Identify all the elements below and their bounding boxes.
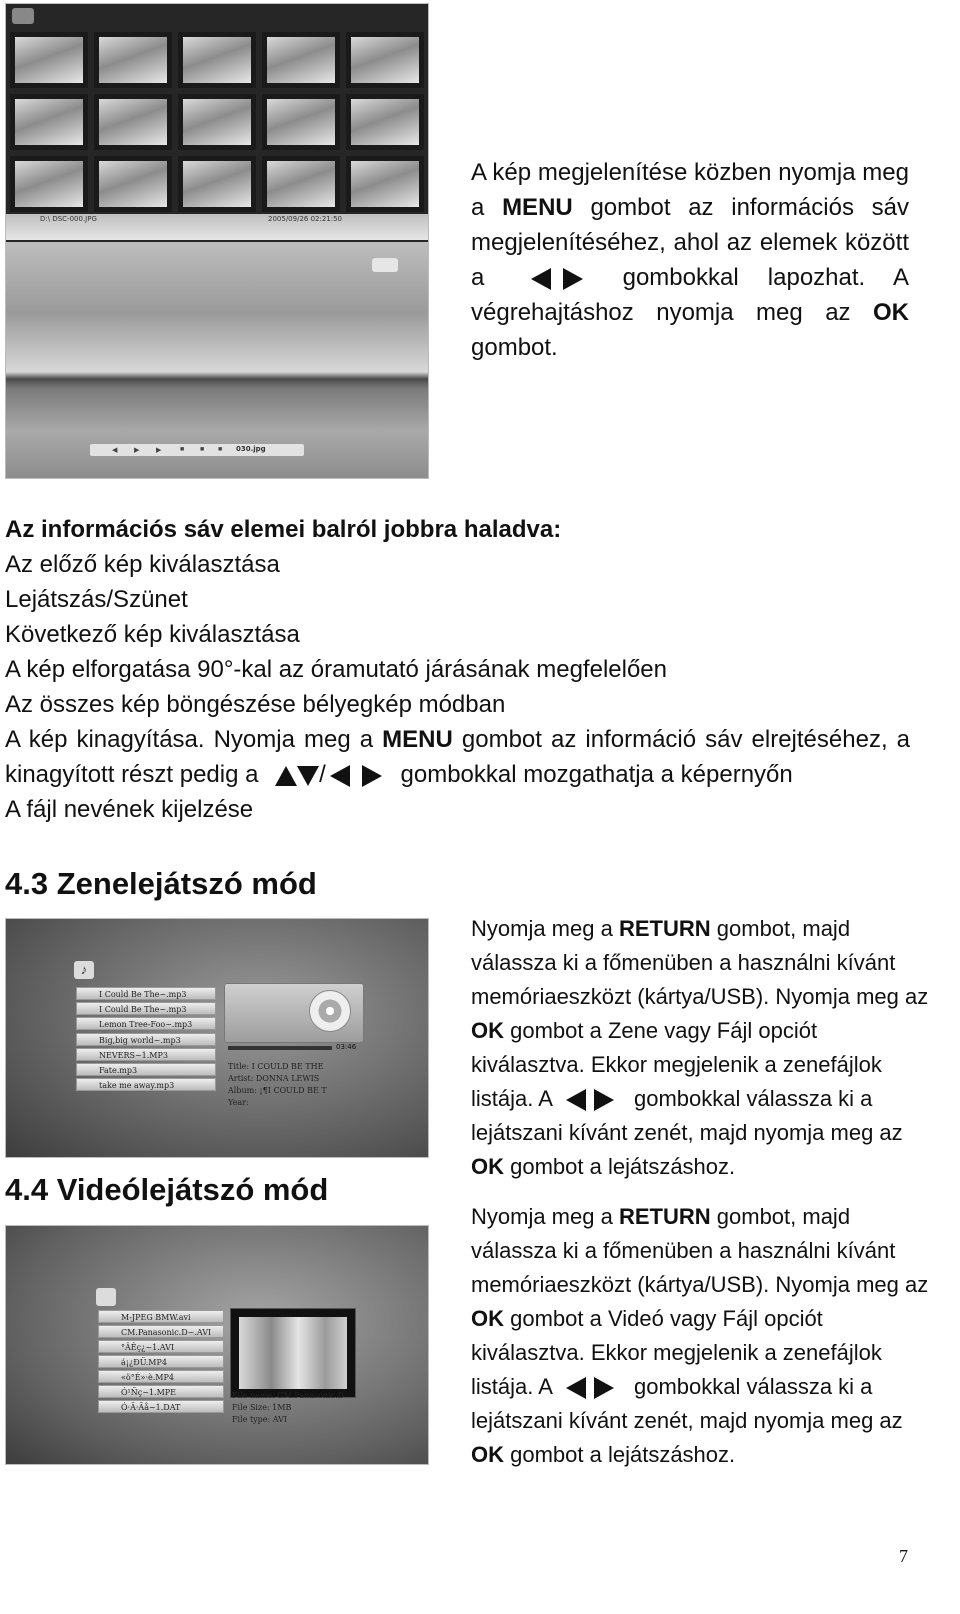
preview-image xyxy=(239,1317,347,1389)
list-item: Az összes kép böngészése bélyegkép módban xyxy=(5,691,506,718)
thumbnail xyxy=(178,94,256,150)
thumbnail-grid xyxy=(6,4,428,242)
music-player-screenshot xyxy=(5,918,429,1158)
file-row[interactable]: M-JPEG BMW.avi xyxy=(98,1310,224,1323)
menu-keyword: MENU xyxy=(502,194,573,221)
video-player-screenshot xyxy=(5,1225,429,1465)
ok-keyword: OK xyxy=(471,1442,504,1467)
thumbnail xyxy=(262,94,340,150)
file-row[interactable]: á¡¿ÐÜ.MP4 xyxy=(98,1355,224,1368)
video-text: Nyomja meg a xyxy=(471,1204,613,1229)
music-text: gombot, majd válassza ki a főmenüben a használni kívánt memóriaeszközt (kártya/USB). Nyomja meg az xyxy=(471,916,929,1009)
ok-keyword: OK xyxy=(873,299,909,326)
ok-keyword: OK xyxy=(471,1154,504,1179)
zoom-description xyxy=(5,722,910,792)
file-row[interactable]: Big,big world~.mp3 xyxy=(76,1033,216,1046)
file-row[interactable]: Lemon Tree-Foo~.mp3 xyxy=(76,1017,216,1030)
left-arrow-icon xyxy=(531,268,551,290)
filename-label: 030.jpg xyxy=(236,445,266,453)
video-heading: 4.4 Videólejátszó mód xyxy=(5,1172,329,1207)
file-row[interactable]: take me away.mp3 xyxy=(76,1078,216,1091)
zoom-text: A kép kinagyítása. Nyomja meg a xyxy=(5,726,374,753)
thumbnail-date-label: 2005/09/26 02:21:50 xyxy=(268,215,343,223)
prev-icon[interactable]: ◀ xyxy=(112,447,118,454)
thumbnail-path-label: D:\ DSC-000.JPG xyxy=(40,215,97,223)
rotate-icon[interactable]: ■ xyxy=(180,446,185,453)
section-heading: Az információs sáv elemei balról jobbra haladva: xyxy=(5,516,562,543)
file-row[interactable]: NEVERS~1.MP3 xyxy=(76,1048,216,1061)
intro-text: gombot. xyxy=(471,334,558,361)
video-icon xyxy=(96,1288,116,1306)
ok-keyword: OK xyxy=(471,1018,504,1043)
next-icon[interactable]: ▶ xyxy=(156,447,162,454)
file-row[interactable]: °ÂÊç¿~1.AVI xyxy=(98,1340,224,1353)
zoom-text: gombot az információ sáv elrejtéséhez, a kinagyított részt pedig a xyxy=(5,726,911,788)
thumbnail xyxy=(346,32,424,88)
music-artwork-panel xyxy=(224,983,364,1043)
intro-text: A kép megjelenítése közben nyomja meg a xyxy=(471,159,909,221)
thumbnail xyxy=(262,156,340,212)
video-text: gombot, majd válassza ki a főmenüben a használni kívánt memóriaeszközt (kártya/USB). Nyomja meg az xyxy=(471,1204,929,1297)
up-arrow-icon xyxy=(275,766,297,786)
thumbnail xyxy=(94,94,172,150)
play-pause-icon[interactable]: ▶ xyxy=(134,447,140,454)
video-text: gombokkal válassza ki a lejátszani kívánt zenét, majd nyomja meg az xyxy=(471,1374,903,1433)
zoom-icon[interactable]: ■ xyxy=(218,446,223,453)
video-text: gombot a lejátszáshoz. xyxy=(510,1442,736,1467)
video-file-info: File name: CM.Panasonic.D File Size: 1MB File type: AVI xyxy=(232,1391,345,1424)
slash-separator: / xyxy=(319,761,326,788)
music-time: 03:46 xyxy=(336,1043,357,1051)
menu-keyword: MENU xyxy=(382,726,453,753)
return-keyword: RETURN xyxy=(618,1204,711,1229)
file-row[interactable]: I Could Be The~.mp3 xyxy=(76,987,216,1000)
progress-bar[interactable] xyxy=(228,1046,332,1050)
list-item: Lejátszás/Szünet xyxy=(5,586,188,613)
thumbnail xyxy=(94,156,172,212)
page-number: 7 xyxy=(899,1546,908,1566)
video-text: gombot a Videó vagy Fájl opciót kiválasztva. Ekkor megjelenik a zenefájlok listája. A xyxy=(471,1306,882,1399)
thumbnails-icon[interactable]: ■ xyxy=(200,446,205,453)
music-text: Nyomja meg a xyxy=(471,916,613,941)
thumbnail xyxy=(178,32,256,88)
thumbnail xyxy=(178,156,256,212)
right-arrow-icon xyxy=(563,268,583,290)
intro-paragraph xyxy=(471,155,909,365)
thumbnail xyxy=(94,32,172,88)
music-heading: 4.3 Zenelejátszó mód xyxy=(5,866,317,901)
zoom-text: gombokkal mozgathatja a képernyőn xyxy=(400,761,793,788)
list-item: Az előző kép kiválasztása xyxy=(5,551,280,578)
file-row[interactable]: I Could Be The~.mp3 xyxy=(76,1002,216,1015)
info-bar-section xyxy=(5,512,910,827)
left-arrow-icon xyxy=(566,1377,586,1399)
video-preview xyxy=(230,1308,356,1398)
music-text: gombot a Zene vagy Fájl opciót kiválasztva. Ekkor megjelenik a zenefájlok listája. A xyxy=(471,1018,882,1111)
right-arrow-icon xyxy=(594,1089,614,1111)
thumbnail xyxy=(346,156,424,212)
left-arrow-icon xyxy=(330,765,350,787)
playback-info-bar xyxy=(90,444,304,456)
list-item: A kép elforgatása 90°-kal az óramutató járásának megfelelően xyxy=(5,656,667,683)
list-item: A fájl nevének kijelzése xyxy=(5,796,254,823)
file-row[interactable]: Ó¹Ñç~1.MPE xyxy=(98,1385,224,1398)
seascape-image xyxy=(6,242,428,478)
photo-icon xyxy=(12,8,34,24)
thumbnail xyxy=(10,94,88,150)
video-paragraph xyxy=(471,1200,931,1472)
music-paragraph xyxy=(471,912,931,1184)
right-arrow-icon xyxy=(594,1377,614,1399)
down-arrow-icon xyxy=(297,766,319,786)
left-arrow-icon xyxy=(566,1089,586,1111)
intro-text: gombot az információs sáv megjelenítéséhez, ahol az elemek között a xyxy=(471,194,909,291)
pause-icon xyxy=(372,258,398,272)
file-row[interactable]: Fate.mp3 xyxy=(76,1063,216,1076)
file-row[interactable]: Ó·Ã·Ãå~1.DAT xyxy=(98,1400,224,1413)
music-text: gombokkal válassza ki a lejátszani kívánt zenét, majd nyomja meg az xyxy=(471,1086,903,1145)
thumbnail xyxy=(346,94,424,150)
file-row[interactable]: «ö°É»·è.MP4 xyxy=(98,1370,224,1383)
thumbnail xyxy=(10,156,88,212)
right-arrow-icon xyxy=(362,765,382,787)
thumbnail xyxy=(262,32,340,88)
track-info: Title: I COULD BE THE Artist: DONNA LEWIS Album: ¡¶I COULD BE T Year: xyxy=(228,1062,327,1107)
intro-text: gombokkal lapozhat. A végrehajtáshoz nyomja meg az xyxy=(471,264,909,326)
file-row[interactable]: CM.Panasonic.D~.AVI xyxy=(98,1325,224,1338)
photo-slideshow-screenshot xyxy=(5,3,429,479)
music-text: gombot a lejátszáshoz. xyxy=(510,1154,736,1179)
return-keyword: RETURN xyxy=(618,916,711,941)
cd-icon xyxy=(309,990,351,1032)
ok-keyword: OK xyxy=(471,1306,504,1331)
thumbnail xyxy=(10,32,88,88)
music-icon: ♪ xyxy=(74,961,94,979)
list-item: Következő kép kiválasztása xyxy=(5,621,300,648)
